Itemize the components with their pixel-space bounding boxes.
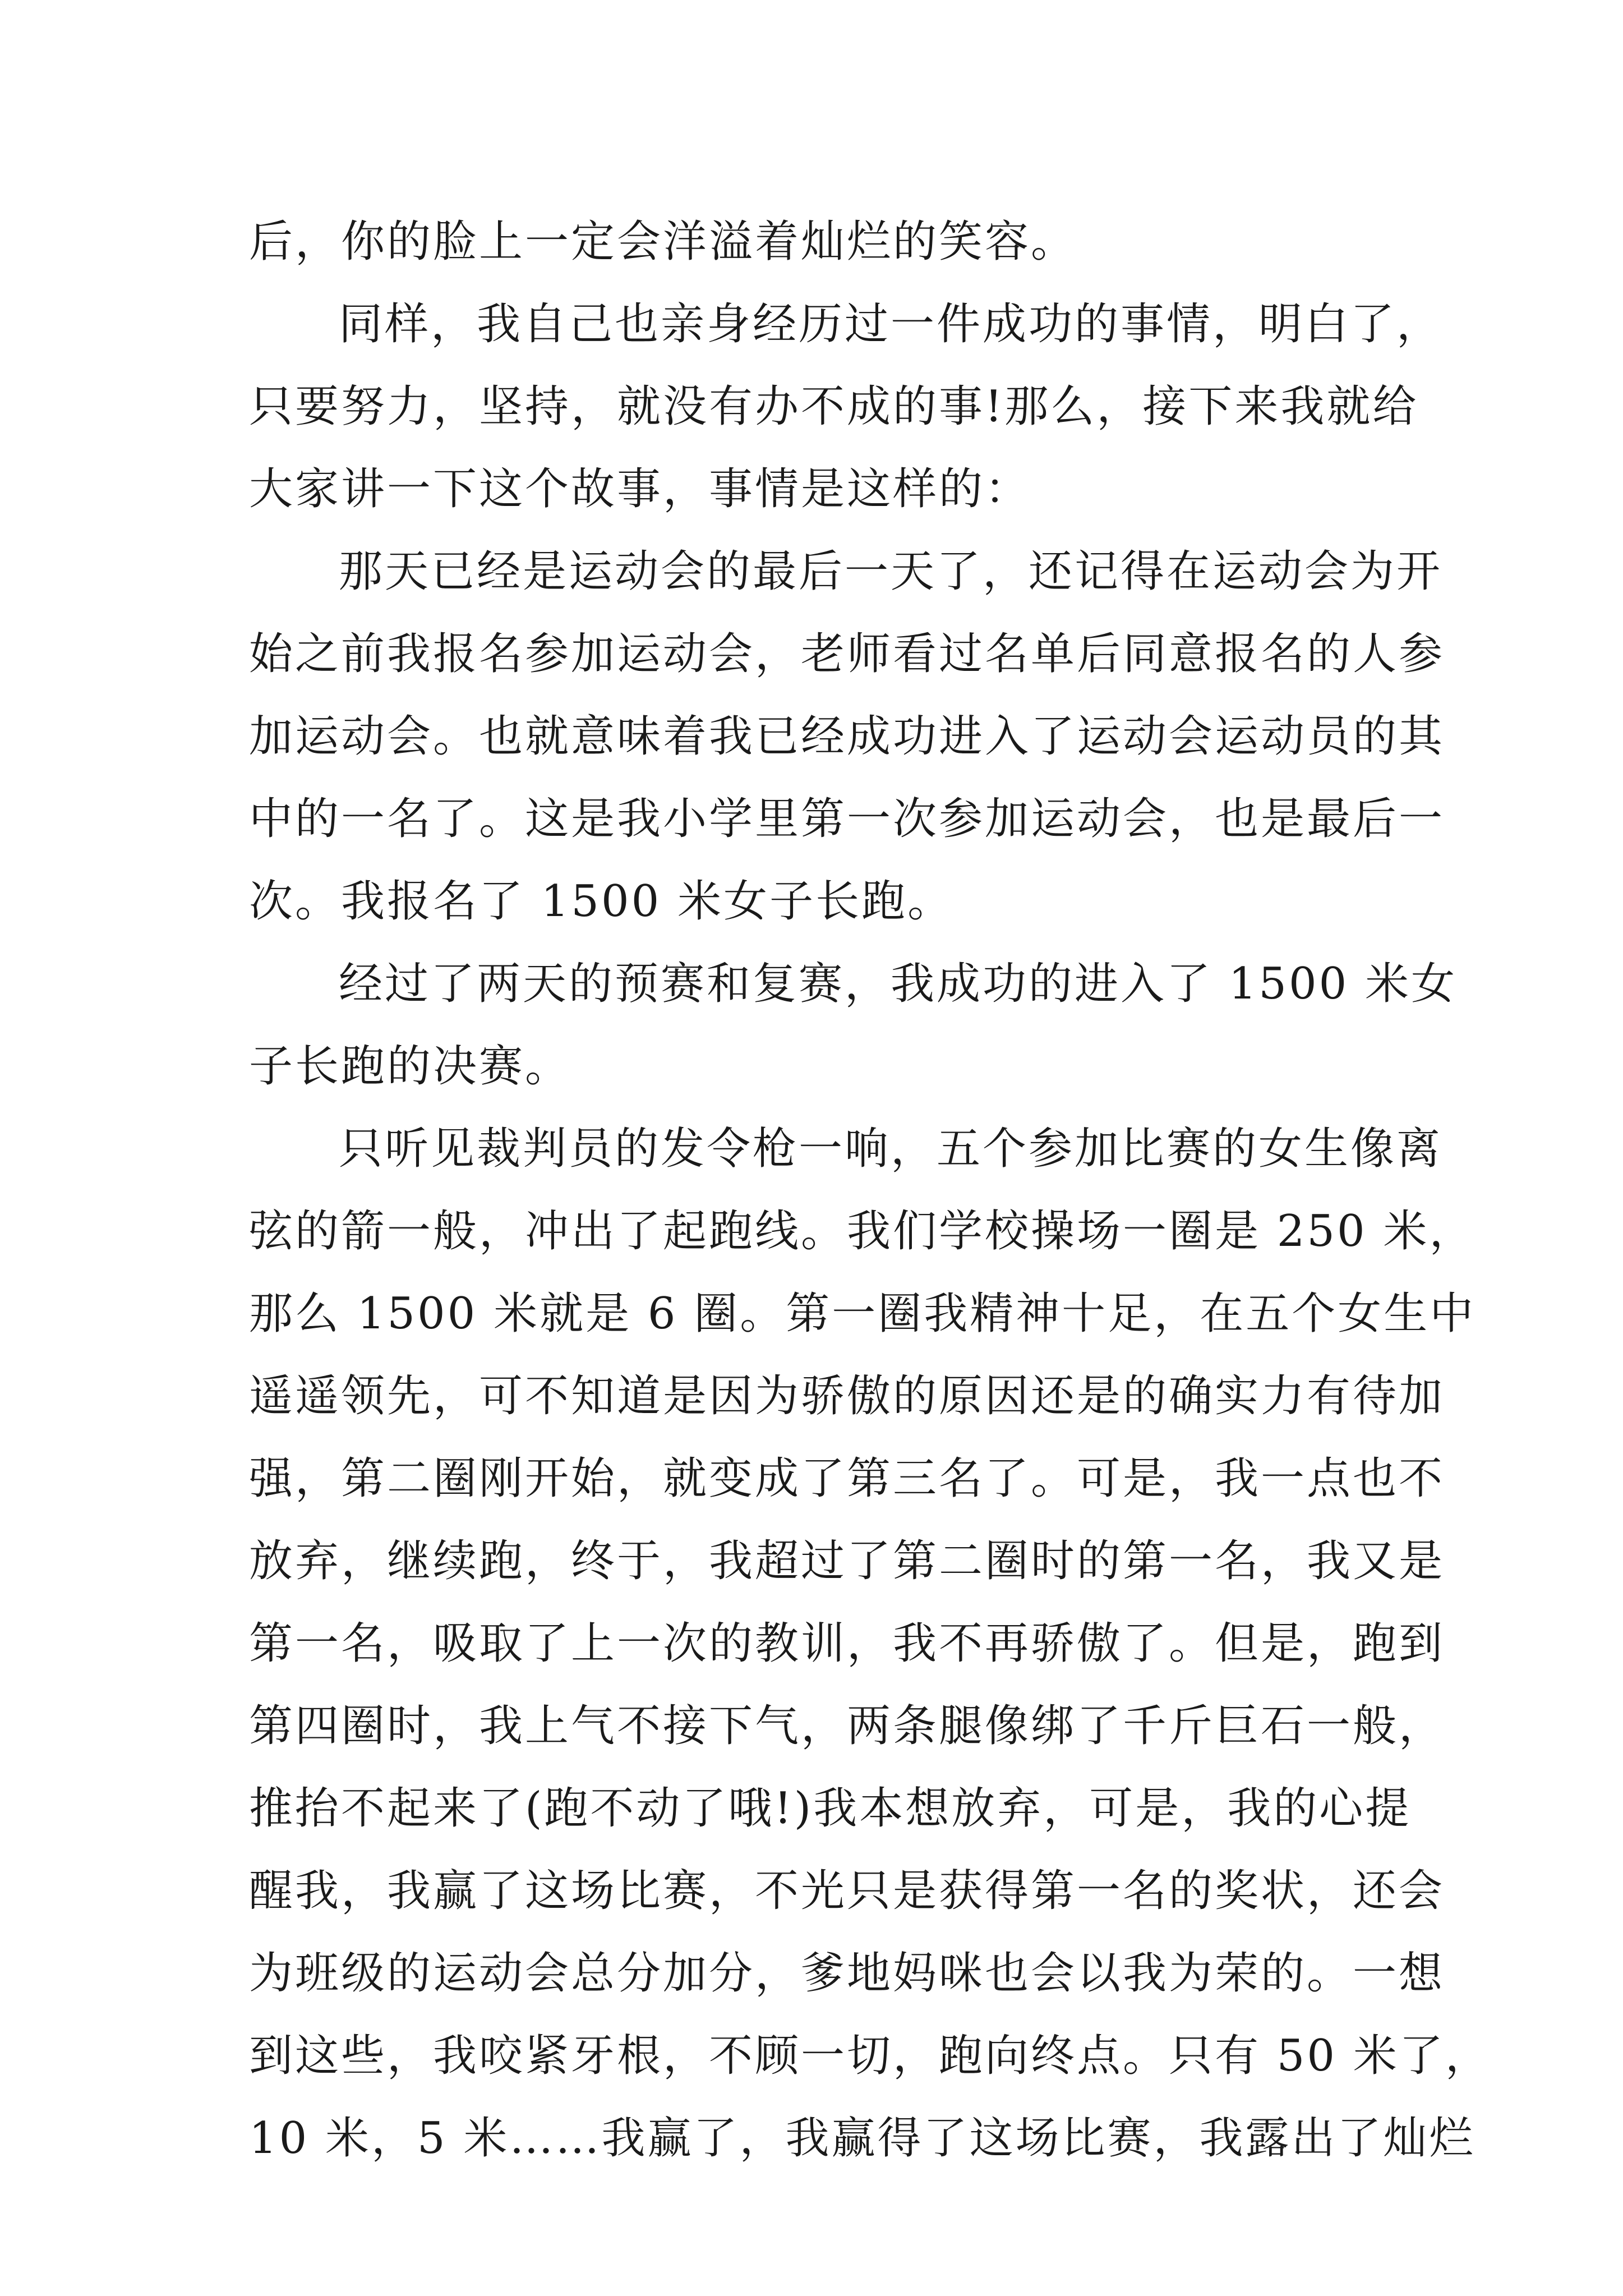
text-line: 经过了两天的预赛和复赛，我成功的进入了 1500 米女 (339, 959, 1458, 1009)
text-line: 只听见裁判员的发令枪一响，五个参加比赛的女生像离 (339, 1124, 1443, 1174)
text-line: 中的一名了。这是我小学里第一次参加运动会，也是最后一 (249, 794, 1445, 844)
text-line: 始之前我报名参加运动会，老师看过名单后同意报名的人参 (249, 629, 1445, 679)
text-line: 子长跑的决赛。 (249, 1041, 571, 1092)
text-line: 10 米，5 米……我赢了，我赢得了这场比赛，我露出了灿烂 (249, 2113, 1476, 2164)
text-line: 遥遥领先，可不知道是因为骄傲的原因还是的确实力有待加 (249, 1371, 1445, 1421)
text-line: 弦的箭一般，冲出了起跑线。我们学校操场一圈是 250 米， (249, 1206, 1476, 1257)
text-line: 第四圈时，我上气不接下气，两条腿像绑了千斤巨石一般， (249, 1701, 1445, 1751)
text-line: 到这些，我咬紧牙根，不顾一切，跑向终点。只有 50 米了， (249, 2031, 1491, 2081)
text-line: 放弃，继续跑，终于，我超过了第二圈时的第一名，我又是 (249, 1536, 1445, 1586)
text-line: 次。我报名了 1500 米女子长跑。 (249, 876, 954, 927)
text-line: 推抬不起来了(跑不动了哦!)我本想放弃，可是，我的心提 (249, 1783, 1412, 1834)
text-line: 后，你的脸上一定会洋溢着灿烂的笑容。 (249, 217, 1077, 267)
text-line: 那天已经是运动会的最后一天了，还记得在运动会为开 (339, 546, 1443, 597)
text-line: 同样，我自己也亲身经历过一件成功的事情，明白了， (339, 299, 1443, 349)
text-line: 大家讲一下这个故事，事情是这样的： (249, 464, 1031, 514)
body-text (249, 201, 1491, 2180)
text-line: 醒我，我赢了这场比赛，不光只是获得第一名的奖状，还会 (249, 1866, 1445, 1916)
text-line: 强，第二圈刚开始，就变成了第三名了。可是，我一点也不 (249, 1453, 1445, 1504)
text-line: 只要努力，坚持，就没有办不成的事!那么，接下来我就给 (249, 381, 1419, 432)
text-line: 第一名，吸取了上一次的教训，我不再骄傲了。但是，跑到 (249, 1618, 1445, 1669)
text-line: 为班级的运动会总分加分，爹地妈咪也会以我为荣的。一想 (249, 1948, 1445, 1999)
text-line: 那么 1500 米就是 6 圈。第一圈我精神十足，在五个女生中 (249, 1289, 1476, 1339)
text-line: 加运动会。也就意味着我已经成功进入了运动会运动员的其 (249, 711, 1445, 762)
